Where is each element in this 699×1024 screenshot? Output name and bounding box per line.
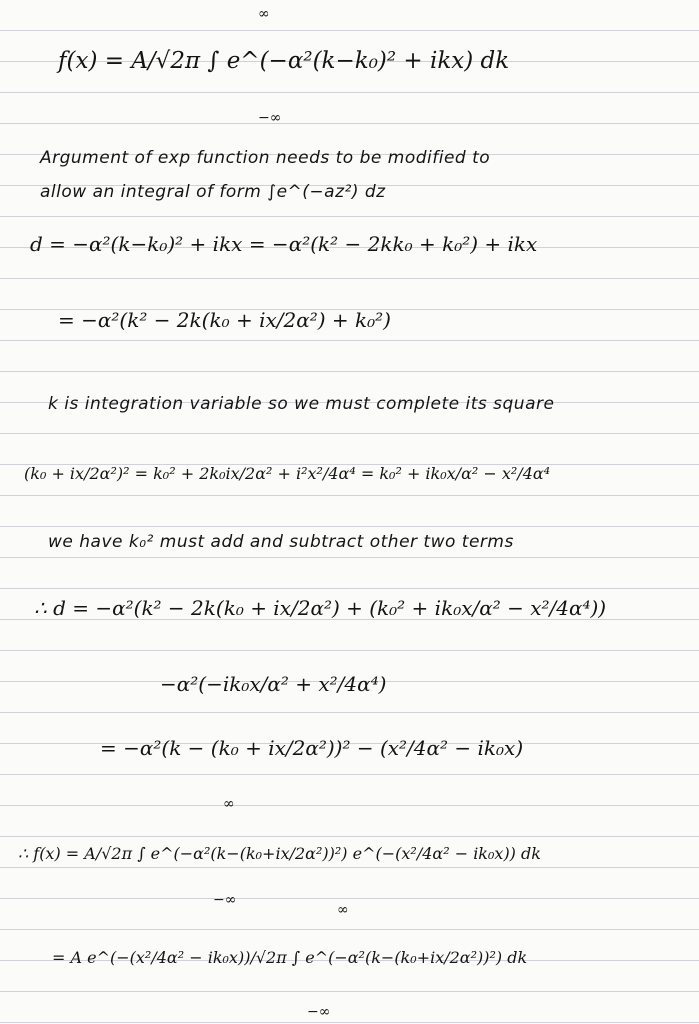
- equation-text-3: = A e^(−(x²/4α² − ik₀x))/√2π ∫ e^(−α²(k−(k₀+ix/2α²))²) dk: [52, 948, 528, 967]
- equation-d-add-subtract: ∴ d = −α²(k² − 2k(k₀ + ix/2α²) + (k₀² + ik₀x/α² − x²/4α⁴)): [34, 596, 607, 620]
- equation-text-2: ∴ f(x) = A/√2π ∫ e^(−α²(k−(k₀+ix/2α²))²) e^(−(x²/4α² − ik₀x)) dk: [18, 844, 541, 863]
- equation-fx-final: [52, 902, 672, 1020]
- equation-text: f(x) = A/√2π ∫ e^(−α²(k−k₀)² + ikx) dk: [58, 48, 510, 74]
- equation-square-expansion: (k₀ + ix/2α²)² = k₀² + 2k₀ix/2α² + i²x²/4α⁴ = k₀² + ik₀x/α² − x²/4α⁴: [24, 464, 551, 483]
- note-add-subtract: we have k₀² must add and subtract other two terms: [48, 532, 514, 552]
- equation-fx-definition: [58, 6, 658, 126]
- equation-d-expansion: d = −α²(k−k₀)² + ikx = −α²(k² − 2kk₀ + k₀²) + ikx: [30, 232, 538, 256]
- integral-upper-limit-2: ∞: [223, 796, 235, 812]
- equation-d-completed-square: = −α²(k − (k₀ + ix/2α²))² − (x²/4α² − ik₀x): [100, 736, 524, 760]
- integral-lower-limit-3: −∞: [307, 1004, 331, 1020]
- note-allow-integral-line: allow an integral of form ∫e^(−az²) dz: [40, 182, 386, 202]
- equation-fx-rewritten: [18, 796, 678, 908]
- integral-upper-limit: ∞: [258, 6, 270, 22]
- equation-extra-terms: −α²(−ik₀x/α² + x²/4α⁴): [160, 672, 387, 696]
- equation-d-grouped: = −α²(k² − 2k(k₀ + ix/2α²) + k₀²): [58, 308, 391, 332]
- note-complete-square: k is integration variable so we must complete its square: [48, 394, 555, 414]
- integral-upper-limit-3: ∞: [337, 902, 349, 918]
- integral-lower-limit-2: −∞: [213, 892, 237, 908]
- integral-lower-limit: −∞: [258, 110, 282, 126]
- note-argument-line: Argument of exp function needs to be modified to: [40, 148, 491, 168]
